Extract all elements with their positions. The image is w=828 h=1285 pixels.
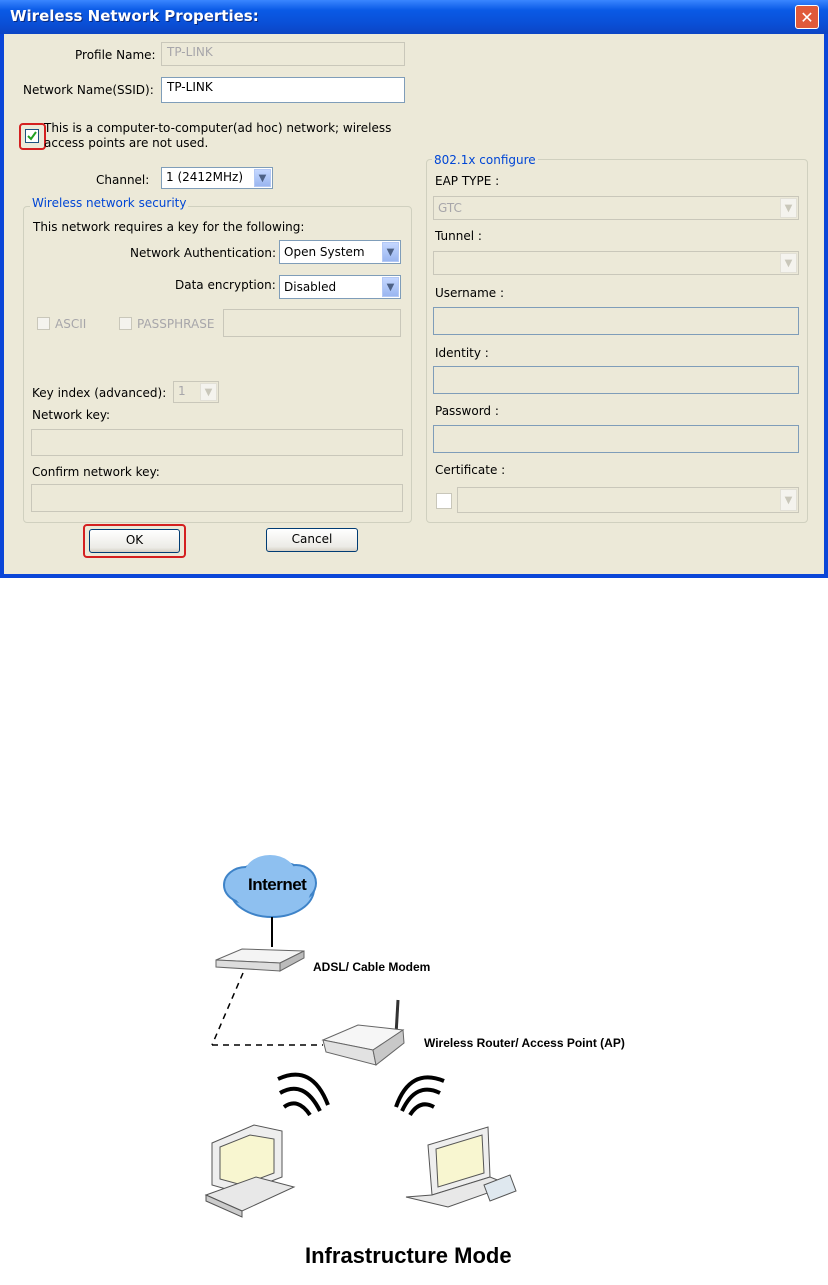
username-label: Username : [435,286,505,300]
certificate-select[interactable] [457,487,799,513]
certificate-label: Certificate : [435,463,506,477]
auth-select[interactable] [279,240,401,264]
close-icon: ✕ [800,8,814,27]
ssid-input[interactable]: TP-LINK [161,77,405,103]
chevron-down-icon: ▼ [780,198,797,218]
modem-label: ADSL/ Cable Modem [313,960,431,974]
certificate-checkbox[interactable] [436,493,452,509]
security-intro: This network requires a key for the following: [33,220,305,234]
checkmark-icon [26,130,38,142]
close-button[interactable] [795,5,819,29]
encryption-label: Data encryption: [175,278,276,292]
adhoc-label-line2: access points are not used. [44,136,209,150]
wireless-waves-icon [278,1075,328,1115]
ssid-label: Network Name(SSID): [23,83,154,97]
key-index-select[interactable] [173,381,219,403]
channel-value: 1 (2412MHz) [166,170,244,184]
channel-label: Channel: [96,173,150,187]
wireless-properties-dialog [0,0,828,578]
wireless-waves-icon [396,1077,444,1115]
title-bar[interactable] [0,0,828,34]
passphrase-checkbox[interactable] [119,317,132,330]
desktop-computer-icon [206,1125,294,1217]
eap-type-value: GTC [438,201,462,215]
encryption-select[interactable] [279,275,401,299]
chevron-down-icon: ▼ [200,383,217,401]
password-input[interactable] [433,425,799,453]
auth-value: Open System [284,245,365,259]
network-key-label: Network key: [32,408,111,422]
auth-label: Network Authentication: [130,246,277,260]
internet-label: Internet [248,875,307,894]
chevron-down-icon: ▼ [382,242,399,262]
laptop-computer-icon [406,1127,516,1207]
dialog-body [4,34,824,574]
key-index-value: 1 [178,384,186,398]
cancel-button[interactable]: Cancel [266,528,358,552]
adhoc-label-line1: This is a computer-to-computer(ad hoc) network; wireless [44,121,392,135]
chevron-down-icon: ▼ [780,253,797,273]
passphrase-label: PASSPHRASE [137,317,215,331]
diagram-caption: Infrastructure Mode [305,1243,512,1268]
tunnel-select[interactable] [433,251,799,275]
ascii-checkbox[interactable] [37,317,50,330]
password-label: Password : [435,404,499,418]
eap-type-label: EAP TYPE : [435,174,500,188]
router-icon [323,1000,404,1065]
confirm-key-label: Confirm network key: [32,465,160,479]
profile-name-field[interactable]: TP-LINK [161,42,405,66]
chevron-down-icon: ▼ [780,489,797,511]
modem-icon [216,949,304,971]
passphrase-input[interactable] [223,309,401,337]
adhoc-checkbox[interactable] [25,129,39,143]
username-input[interactable] [433,307,799,335]
ascii-label: ASCII [55,317,87,331]
eap-group-title: 802.1x configure [434,153,536,167]
ok-button[interactable]: OK [89,529,180,553]
key-index-label: Key index (advanced): [32,386,167,400]
diagram-drawing [198,845,658,1285]
identity-label: Identity : [435,346,489,360]
chevron-down-icon: ▼ [382,277,399,297]
encryption-value: Disabled [284,280,337,294]
router-label: Wireless Router/ Access Point (AP) [424,1036,625,1050]
identity-input[interactable] [433,366,799,394]
confirm-key-input[interactable] [31,484,403,512]
security-group-title: Wireless network security [32,196,187,210]
profile-name-label: Profile Name: [75,48,156,62]
network-key-input[interactable] [31,429,403,456]
chevron-down-icon: ▼ [254,169,271,187]
infrastructure-diagram [198,845,658,1285]
tunnel-label: Tunnel : [435,229,482,243]
dialog-title: Wireless Network Properties: [10,7,259,25]
channel-select[interactable] [161,167,273,189]
eap-type-select[interactable] [433,196,799,220]
